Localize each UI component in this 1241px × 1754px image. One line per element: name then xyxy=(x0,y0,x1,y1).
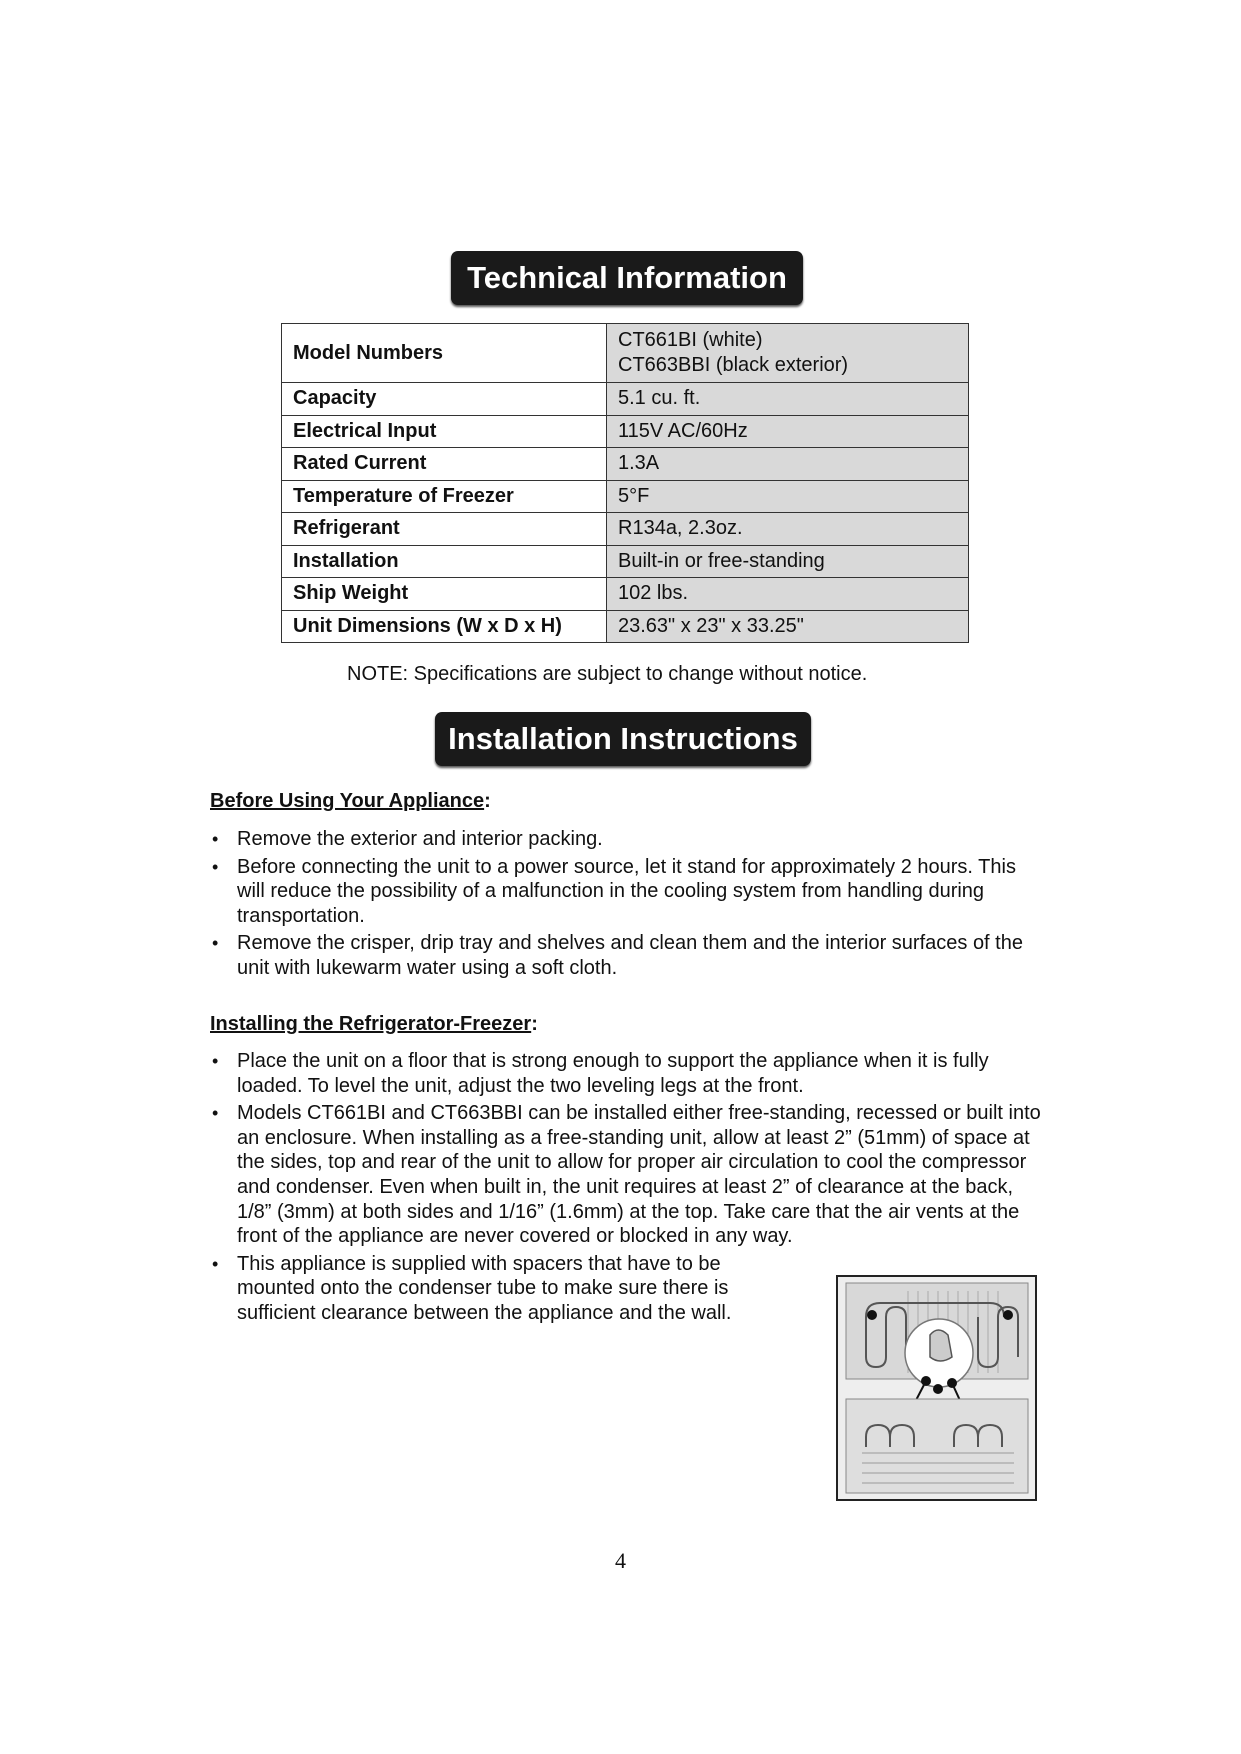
spec-value-line: CT663BBI (black exterior) xyxy=(618,354,849,376)
spec-label: Temperature of Freezer xyxy=(282,480,607,513)
table-row xyxy=(282,448,969,481)
spec-value: 5°F xyxy=(607,480,969,513)
spec-value: 102 lbs. xyxy=(607,578,969,611)
list-item: • Before connecting the unit to a power source, let it stand for approximately 2 hours. This will reduce the possibility of a malfunction in the cooling system from handling during transportation. xyxy=(210,855,1042,929)
technical-information-title: Technical Information xyxy=(451,251,803,305)
page-number: 4 xyxy=(615,1548,626,1573)
table-row xyxy=(282,383,969,416)
spec-table xyxy=(281,323,969,643)
list-item: • Place the unit on a floor that is strong enough to support the appliance when it is fully loaded. To level the unit, adjust the two leveling legs at the front. xyxy=(210,1049,1046,1098)
installing-heading-text: Installing the Refrigerator-Freezer xyxy=(210,1013,532,1035)
spec-value xyxy=(607,324,969,383)
spec-value: 1.3A xyxy=(607,448,969,481)
table-row xyxy=(282,610,969,643)
spec-label: Electrical Input xyxy=(282,415,607,448)
spec-value: 115V AC/60Hz xyxy=(607,415,969,448)
installation-instructions-title: Installation Instructions xyxy=(435,712,811,766)
table-row xyxy=(282,513,969,546)
spec-label: Rated Current xyxy=(282,448,607,481)
spec-label: Ship Weight xyxy=(282,578,607,611)
before-using-heading-text: Before Using Your Appliance xyxy=(210,790,485,812)
table-row xyxy=(282,545,969,578)
spec-value: Built-in or free-standing xyxy=(607,545,969,578)
spec-label: Capacity xyxy=(282,383,607,416)
spec-value: 23.63" x 23" x 33.25" xyxy=(607,610,969,643)
list-item: • Models CT661BI and CT663BBI can be installed either free-standing, recessed or built into an enclosure. When installing as a free-standing unit, allow at least 2” (51mm) of space at the sides, top and rear of the unit to allow for proper air circulation to cool the compressor and condenser. Even when built in, the unit requires at least 2” of clearance at the back, 1/8” (3mm) at both sides and 1/16” (1.6mm) at the top. Take care that the air vents at the front of the appliance are never covered or blocked in any way. xyxy=(210,1101,1046,1249)
table-row xyxy=(282,324,969,383)
spec-value: R134a, 2.3oz. xyxy=(607,513,969,546)
spec-label: Model Numbers xyxy=(282,324,607,383)
spec-label: Refrigerant xyxy=(282,513,607,546)
spec-note: NOTE: Specifications are subject to change without notice. xyxy=(347,663,868,685)
spec-label: Installation xyxy=(282,545,607,578)
spacer-installation-illustration xyxy=(836,1275,1037,1501)
installing-heading: Installing the Refrigerator-Freezer: xyxy=(210,1013,538,1035)
list-item: • Remove the exterior and interior packing. xyxy=(210,827,1042,852)
spec-value: 5.1 cu. ft. xyxy=(607,383,969,416)
spec-value-line: CT661BI (white) xyxy=(618,329,763,351)
before-using-heading: Before Using Your Appliance: xyxy=(210,790,491,812)
condenser-spacer-drawing xyxy=(838,1277,1035,1499)
spec-label: Unit Dimensions (W x D x H) xyxy=(282,610,607,643)
list-item: • This appliance is supplied with spacers that have to be mounted onto the condenser tube to make sure there is sufficient clearance between the appliance and the wall. xyxy=(210,1252,802,1326)
table-row xyxy=(282,480,969,513)
before-using-list xyxy=(210,827,1042,984)
list-item: • Remove the crisper, drip tray and shelves and clean them and the interior surfaces of the unit with lukewarm water using a soft cloth. xyxy=(210,931,1042,980)
table-row xyxy=(282,415,969,448)
table-row xyxy=(282,578,969,611)
